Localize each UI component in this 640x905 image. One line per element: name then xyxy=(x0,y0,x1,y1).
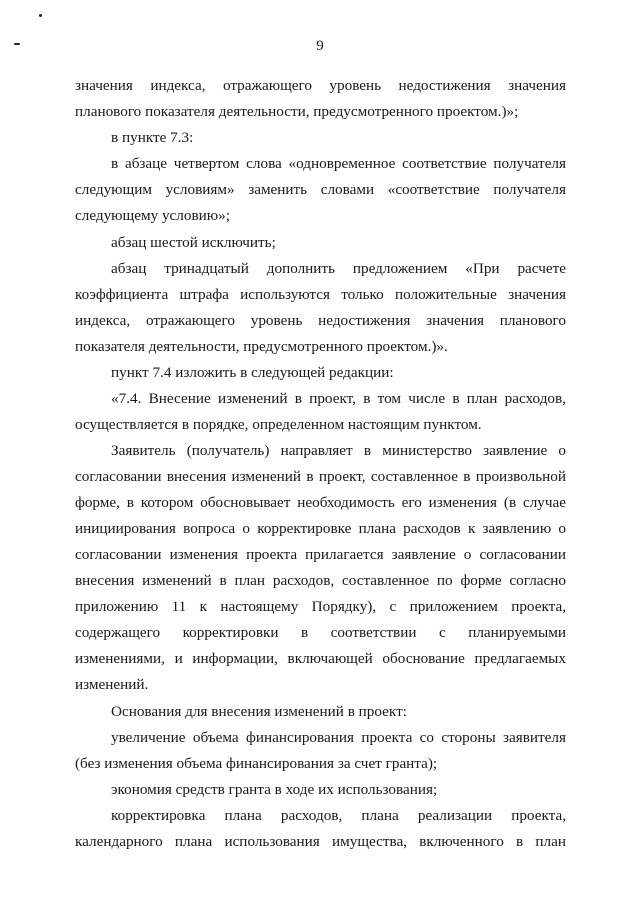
text-line: согласовании внесения изменений в проект, составленное в произвольной xyxy=(75,468,566,485)
text-line: в пункте 7.3: xyxy=(111,129,194,146)
text-line: Заявитель (получатель) направляет в министерство заявление о xyxy=(111,442,566,459)
scan-mark-dot xyxy=(39,14,42,17)
text-line: внесения изменений в план расходов, составленное по форме согласно xyxy=(75,572,566,589)
text-line: коэффициента штрафа используются только положительные значения xyxy=(75,286,566,303)
text-line: значения индекса, отражающего уровень недостижения значения xyxy=(75,77,566,94)
text-line: индекса, отражающего уровень недостижения значения планового xyxy=(75,312,566,329)
text-line: корректировка плана расходов, плана реализации проекта, xyxy=(111,807,566,824)
text-line: абзац шестой исключить; xyxy=(111,234,276,251)
text-line: изменениями, и информации, включающей обоснование предлагаемых xyxy=(75,650,566,667)
text-line: планового показателя деятельности, предусмотренного проектом.)»; xyxy=(75,103,519,120)
text-line: «7.4. Внесение изменений в проект, в том числе в план расходов, xyxy=(111,390,566,407)
text-line: приложению 11 к настоящему Порядку), с приложением проекта, xyxy=(75,598,566,615)
text-line: экономия средств гранта в ходе их использования; xyxy=(111,781,438,798)
text-line: Основания для внесения изменений в проект: xyxy=(111,703,407,720)
scan-mark-dash xyxy=(14,43,20,45)
text-line: содержащего корректировки в соответствии с планируемыми xyxy=(75,624,566,641)
text-line: абзац тринадцатый дополнить предложением «При расчете xyxy=(111,260,566,277)
text-line: показателя деятельности, предусмотренного проектом.)». xyxy=(75,338,448,355)
text-line: (без изменения объема финансирования за счет гранта); xyxy=(75,755,438,772)
text-line: увеличение объема финансирования проекта со стороны заявителя xyxy=(111,729,566,746)
text-line: следующему условию»; xyxy=(75,207,230,224)
text-line: следующим условиям» заменить словами «соответствие получателя xyxy=(75,181,566,198)
text-line: в абзаце четвертом слова «одновременное соответствие получателя xyxy=(111,155,566,172)
page-number: 9 xyxy=(316,38,324,54)
text-line: инициирования вопроса о корректировке плана расходов к заявлению о xyxy=(75,520,566,537)
text-line: календарного плана использования имущества, включенного в план xyxy=(75,833,566,850)
text-line: осуществляется в порядке, определенном настоящим пунктом. xyxy=(75,416,482,433)
text-line: согласовании изменения проекта прилагается заявление о согласовании xyxy=(75,546,566,563)
text-line: изменений. xyxy=(75,676,149,693)
text-line: пункт 7.4 изложить в следующей редакции: xyxy=(111,364,394,381)
text-line: форме, в котором обосновывает необходимость его изменения (в случае xyxy=(75,494,566,511)
